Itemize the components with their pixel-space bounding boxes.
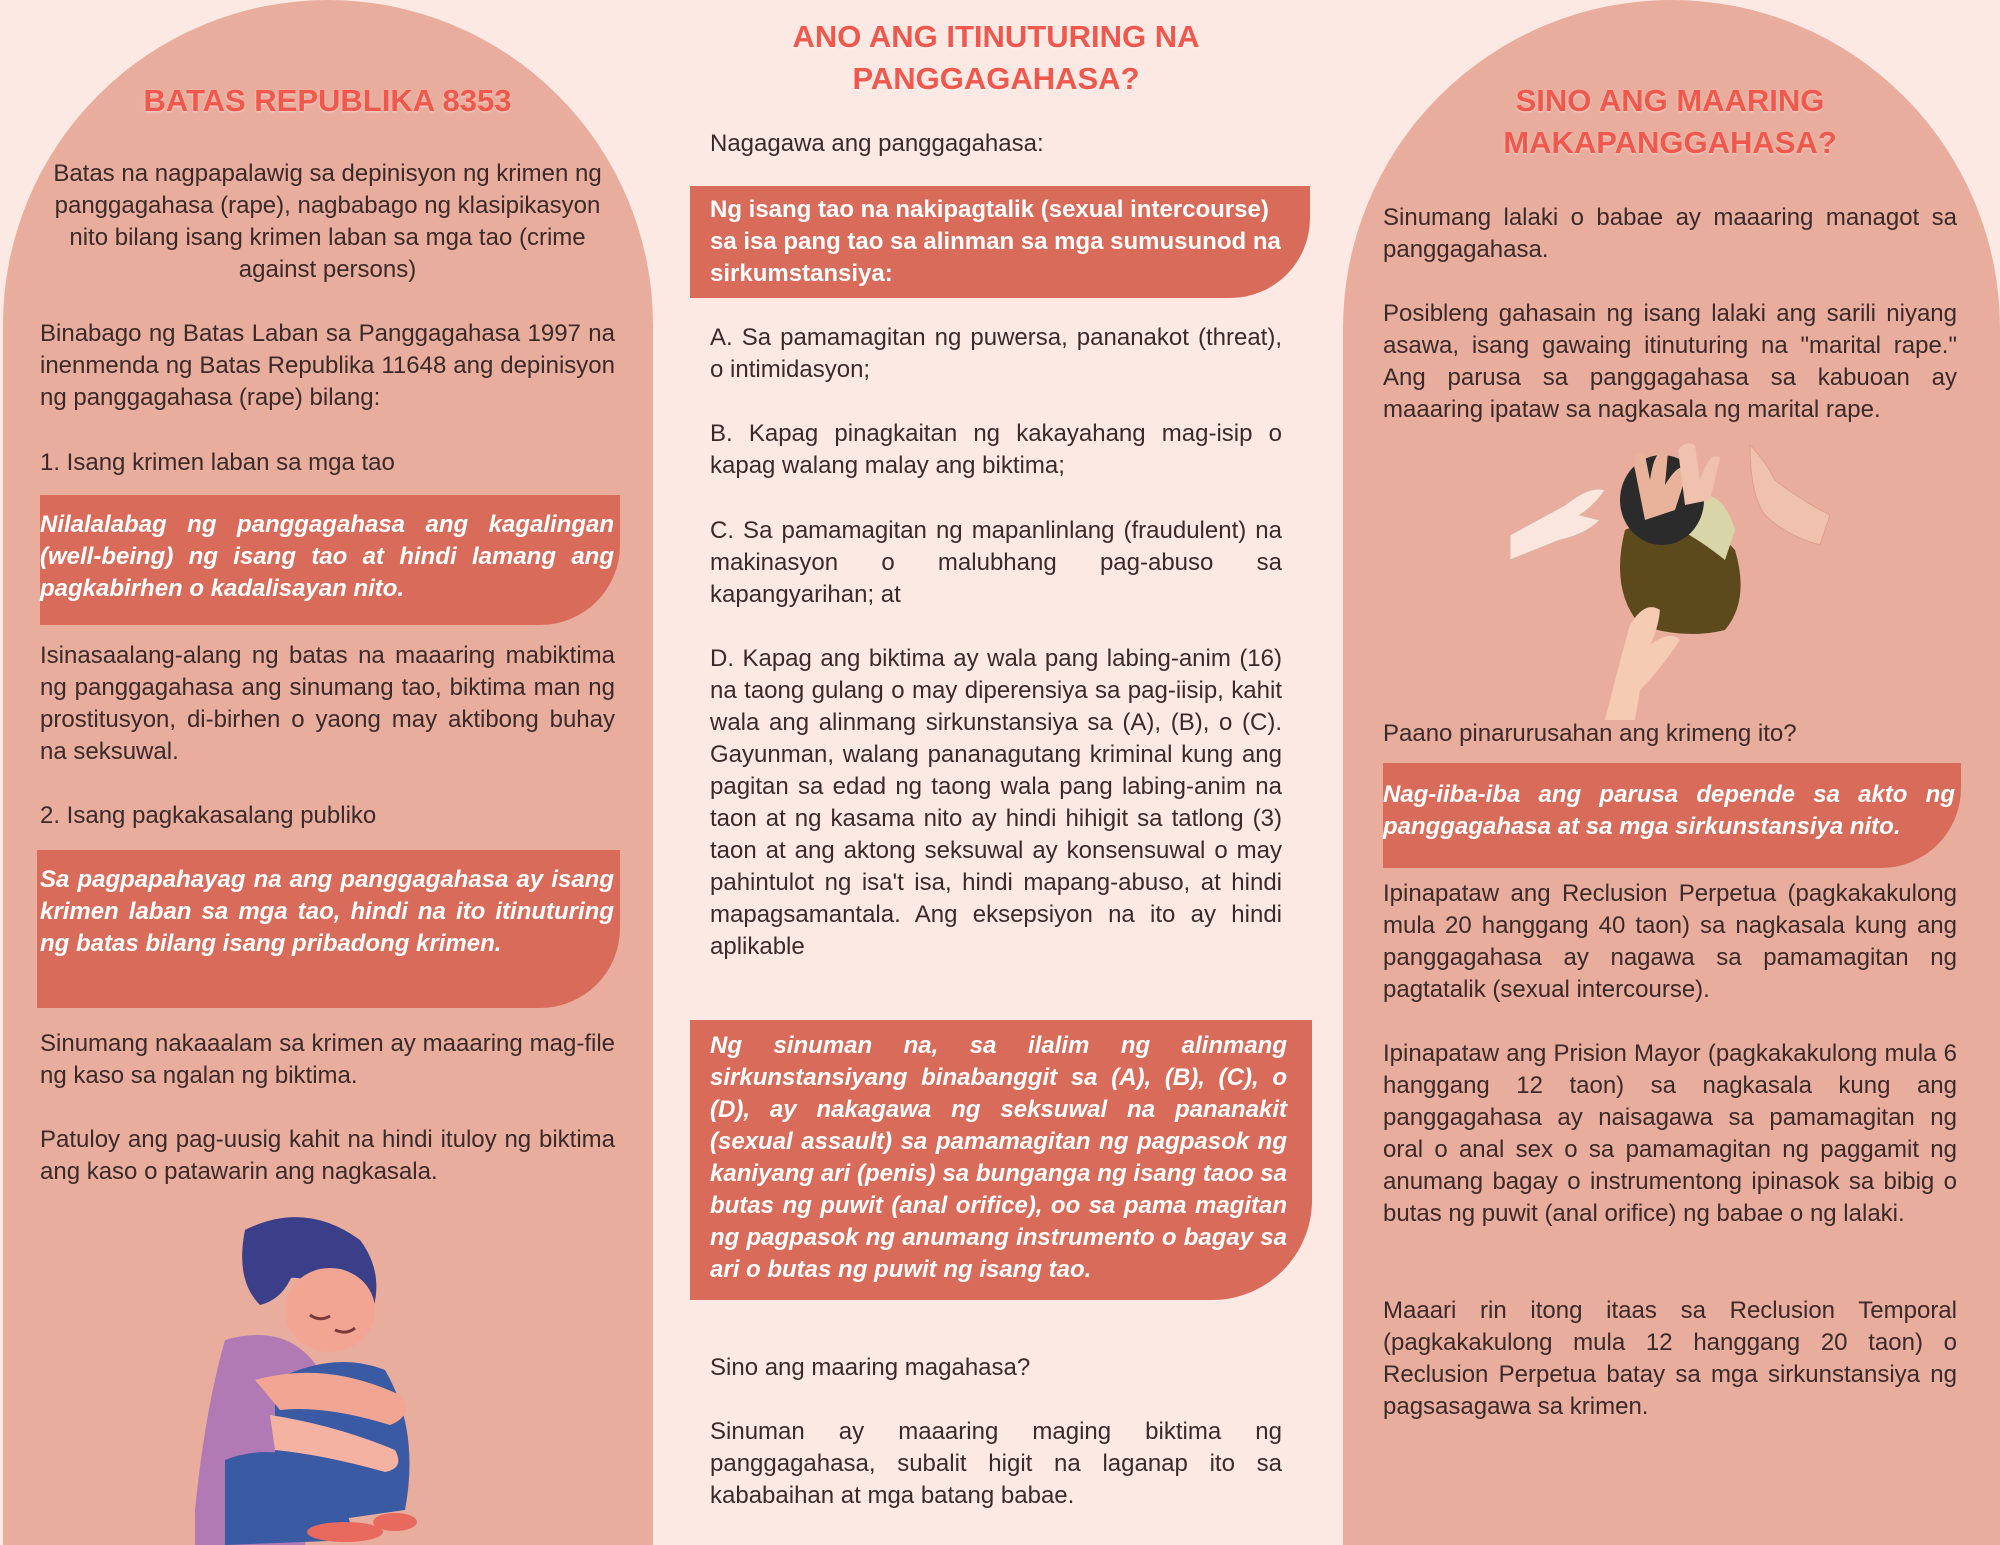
middle-lead: Nagagawa ang panggagahasa: [710, 130, 1044, 157]
middle-item-c: C. Sa pamamagitan ng mapanlinlang (fraudulent) na makinasyon o malubhang pag-abuso sa kapangyarihan; at [710, 517, 1282, 608]
left-para2: Isinasaalang-alang ng batas na maaaring mabiktima ng panggagahasa ang sinumang tao, biktima man ng prostitusyon, di-birhen o yaong may aktibong buhay na seksuwal. [40, 642, 615, 765]
middle-item-a: A. Sa pamamagitan ng puwersa, pananakot (threat), o intimidasyon; [710, 324, 1282, 383]
left-para1: Binabago ng Batas Laban sa Panggagahasa 1997 na inenmenda ng Batas Republika 11648 ang depinisyon ng panggagahasa (rape) bilang: [40, 320, 615, 411]
right-para5: Maaari rin itong itaas sa Reclusion Temporal (pagkakakulong mula 12 hanggang 20 taon) o Reclusion Perpetua batay sa mga sirkunstansiya ng pagsasagawa sa krimen. [1383, 1297, 1957, 1420]
middle-title: ANO ANG ITINUTURING NA PANGGAGAHASA? [792, 19, 1200, 96]
right-para3: Ipinapataw ang Reclusion Perpetua (pagkakakulong mula 20 hanggang 40 taon) sa nagkasala kung ang panggagahasa ay nagawa sa pamamagitan ng pagtatalik (sexual intercourse). [1383, 880, 1957, 1003]
right-question: Paano pinarurusahan ang krimeng ito? [1383, 720, 1797, 747]
middle-item-d: D. Kapag ang biktima ay wala pang labing-anim (16) na taong gulang o may diperensiya sa pag-iisip, kahit wala ang alinmang sirkunstansiya sa (A), (B), o (C). Gayunman, walang pananagutang kriminal kung ang pagitan sa edad ng taong wala pang labing-anim na taon at ng kasama nito ay hindi hihigit sa tatlong (3) taon at ang aktong seksuwal ay konsensuwal o may pahintulot ng isa't isa, hindi mapang-abuso, at hindi mapagsamantala. Ang eksepsiyon na ito ay hindi aplikable [710, 645, 1282, 960]
covering-face-hands-illustration [1510, 440, 1830, 720]
right-para2: Posibleng gahasain ng isang lalaki ang sarili niyang asawa, isang gawaing itinuturing na "marital rape." Ang parusa sa panggagahasa sa kabuoan ay maaaring ipataw sa nagkasala ng marital rape. [1383, 300, 1957, 423]
left-item1: 1. Isang krimen laban sa mga tao [40, 449, 395, 476]
right-title: SINO ANG MAARING MAKAPANGGAHASA? [1503, 83, 1837, 160]
left-callout1: Nilalalabag ng panggagahasa ang kagalingan (well-being) ng isang tao at hindi lamang ang pagkabirhen o kadalisayan nito. [40, 495, 620, 625]
crying-girl-illustration [185, 1210, 465, 1545]
left-intro: Batas na nagpapalawig sa depinisyon ng krimen ng panggagahasa (rape), nagbabago ng klasipikasyon nito bilang isang krimen laban sa mga tao (crime against persons) [53, 160, 602, 283]
right-para4: Ipinapataw ang Prision Mayor (pagkakakulong mula 6 hanggang 12 taon) sa nagkasala kung ang panggagahasa ay naisagawa sa pamamagitan ng oral o anal sex o sa pamamagitan ng paggamit ng anumang bagay o instrumentong ipinasok sa bibig o butas ng puwit (anal orifice) ng babae o ng lalaki. [1383, 1040, 1957, 1227]
left-title: BATAS REPUBLIKA 8353 [143, 83, 512, 118]
right-para1: Sinumang lalaki o babae ay maaaring managot sa panggagahasa. [1383, 204, 1957, 263]
middle-item-b: B. Kapag pinagkaitan ng kakayahang mag-isip o kapag walang malay ang biktima; [710, 420, 1282, 479]
left-callout2: Sa pagpapahayag na ang panggagahasa ay isang krimen laban sa mga tao, hindi na ito itinuturing ng batas bilang isang pribadong krimen. [37, 850, 620, 1008]
middle-callout1: Ng isang tao na nakipagtalik (sexual intercourse) sa isa pang tao sa alinman sa mga sumusunod na sirkumstansiya: [690, 186, 1310, 298]
middle-question: Sino ang maaring magahasa? [710, 1354, 1031, 1381]
middle-callout2: Ng sinuman na, sa ilalim ng alinmang sirkunstansiyang binabanggit sa (A), (B), (C), o (D), ay nakagawa ng seksuwal na pananakit (sexual assault) sa pamamagitan ng pagpasok ng kaniyang ari (penis) sa bunganga ng isang taoo sa butas ng puwit (anal orifice), oo sa pama magitan ng pagpasok ng anumang instrumento o bagay sa ari o butas ng puwit ng isang tao. [690, 1020, 1312, 1300]
left-para3: Sinumang nakaaalam sa krimen ay maaaring mag-file ng kaso sa ngalan ng biktima. [40, 1030, 615, 1089]
left-item2: 2. Isang pagkakasalang publiko [40, 802, 377, 829]
middle-answer: Sinuman ay maaaring maging biktima ng panggagahasa, subalit higit na laganap ito sa kababaihan at mga batang babae. [710, 1418, 1282, 1509]
right-callout: Nag-iiba-iba ang parusa depende sa akto ng panggagahasa at sa mga sirkunstansiya nito. [1383, 763, 1961, 868]
left-para4: Patuloy ang pag-uusig kahit na hindi ituloy ng biktima ang kaso o patawarin ang nagkasala. [40, 1126, 615, 1185]
